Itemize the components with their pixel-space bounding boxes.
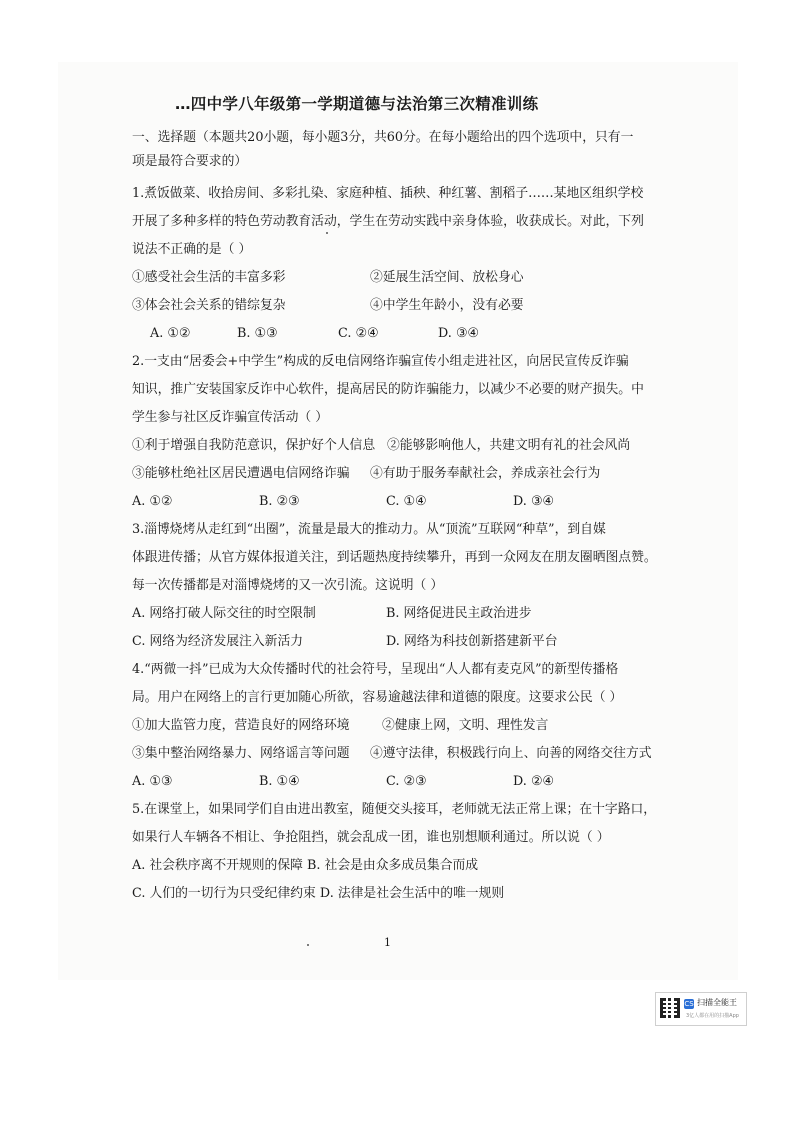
q1-statement: ①感受社会生活的丰富多彩 [132, 270, 286, 285]
q5-options-line: C. 人们的一切行为只受纪律约束 D. 法律是社会生活中的唯一规则 [132, 886, 505, 901]
q1-statement: ④中学生年龄小，没有必要 [370, 298, 524, 313]
scan-speck [307, 944, 309, 946]
q2-statement: ②能够影响他人，共建文明有礼的社会风尚 [387, 438, 631, 453]
q2-stem-line: 知识，推广安装国家反诈中心软件，提高居民的防诈骗能力，以减少不必要的财产损失。中 [132, 382, 644, 397]
q5-stem-line: 5.在课堂上，如果同学们自由进出教室，随便交头接耳，老师就无法正常上课；在十字路口， [132, 802, 657, 817]
q4-stem-line: 4.“两微一抖”已成为大众传播时代的社会符号，呈现出“人人都有麦克风”的新型传播格 [132, 662, 619, 677]
page-number: 1 [384, 936, 391, 949]
q4-stem-line: 局。用户在网络上的言行更加随心所欲，容易逾越法律和道德的限度。这要求公民（ ） [132, 690, 623, 705]
scanner-watermark [655, 992, 747, 1026]
q1-stem-line: 开展了多种多样的特色劳动教育活动，学生在劳动实践中亲身体验，收获成长。对此，下列 [132, 214, 644, 229]
q1-statements-row [132, 264, 652, 292]
q1-option-d: D. ③④ [438, 326, 479, 341]
q2-statement: ①利于增强自我防范意识，保护好个人信息 [132, 438, 376, 453]
q2-option-a: A. ①② [132, 494, 173, 509]
q5-options-line: A. 社会秩序离不开规则的保障 B. 社会是由众多成员集合而成 [132, 858, 479, 873]
q1-option-a: A. ①② [150, 326, 191, 341]
document-body [132, 124, 657, 908]
q2-stem-line: 学生参与社区反诈骗宣传活动（ ） [132, 410, 329, 425]
q1-stem-line: 1.煮饭做菜、收拾房间、多彩扎染、家庭种植、插秧、种红薯、割稻子……某地区组织学校 [132, 186, 644, 201]
camscanner-logo-icon: CS [684, 1000, 694, 1008]
section-heading: 一、选择题（本题共20小题，每小题3分，共60分。在每小题给出的四个选项中，只有一 [132, 130, 634, 145]
q4-statement: ④遵守法律，积极践行向上、向善的网络交往方式 [370, 746, 652, 761]
q4-option-c: C. ②③ [386, 774, 427, 789]
q2-options-row [132, 488, 652, 516]
q1-stem-line: 说法不正确的是（ ） [132, 242, 252, 257]
q3-options-row [132, 600, 652, 628]
q1-statement: ③体会社会关系的错综复杂 [132, 298, 286, 313]
q2-stem-line: 2.一支由“居委会+中学生”构成的反电信网络诈骗宣传小组走进社区，向居民宣传反诈骗 [132, 354, 629, 369]
q1-statement: ②延展生活空间、放松身心 [370, 270, 524, 285]
page-title: …四中学八年级第一学期道德与法治第三次精准训练 [175, 95, 539, 113]
scanner-name: 扫描全能王 [697, 998, 737, 1007]
q5-stem-line: 如果行人车辆各不相让、争抢阻挡，就会乱成一团，谁也别想顺利通过。所以说（ ） [132, 830, 610, 845]
q1-option-c: C. ②④ [338, 326, 379, 341]
q4-option-d: D. ②④ [513, 774, 554, 789]
q2-statements-row [132, 432, 652, 460]
scanner-tagline: 3亿人都在用的扫描App [686, 1013, 739, 1019]
q3-stem-line: 3.淄博烧烤从走红到“出圈”，流量是最大的推动力。从“顶流”互联网“种草”，到自媒 [132, 522, 606, 537]
q3-option-c: C. 网络为经济发展注入新活力 [132, 634, 304, 649]
q3-stem-line: 每一次传播都是对淄博烧烤的又一次引流。这说明（ ） [132, 578, 444, 593]
q2-option-d: D. ③④ [513, 494, 554, 509]
q4-options-row [132, 768, 652, 796]
q3-option-b: B. 网络促进民主政治进步 [386, 606, 532, 621]
qr-code-icon [660, 998, 680, 1018]
q3-options-row [132, 628, 652, 656]
q2-statements-row [132, 460, 652, 488]
q4-statements-row [132, 712, 652, 740]
q4-statement: ③集中整治网络暴力、网络谣言等问题 [132, 746, 350, 761]
q2-option-c: C. ①④ [386, 494, 427, 509]
q3-option-a: A. 网络打破人际交往的时空限制 [132, 606, 316, 621]
section-heading-cont: 项是最符合要求的） [132, 154, 248, 169]
q4-statements-row [132, 740, 652, 768]
q1-statements-row [132, 292, 652, 320]
q1-option-b: B. ①③ [237, 326, 278, 341]
q3-stem-line: 体跟进传播；从官方媒体报道关注，到话题热度持续攀升，再到一众网友在朋友圈晒图点赞。 [132, 550, 657, 565]
q4-option-a: A. ①③ [132, 774, 173, 789]
q4-option-b: B. ①④ [259, 774, 300, 789]
q4-statement: ①加大监管力度，营造良好的网络环境 [132, 718, 350, 733]
q2-statement: ④有助于服务奉献社会，养成亲社会行为 [370, 466, 601, 481]
q1-options-row [132, 320, 652, 348]
q4-statement: ②健康上网，文明、理性发言 [382, 718, 549, 733]
scan-speck [326, 232, 328, 234]
q2-statement: ③能够杜绝社区居民遭遇电信网络诈骗 [132, 466, 350, 481]
q3-option-d: D. 网络为科技创新搭建新平台 [386, 634, 558, 649]
q2-option-b: B. ②③ [259, 494, 300, 509]
